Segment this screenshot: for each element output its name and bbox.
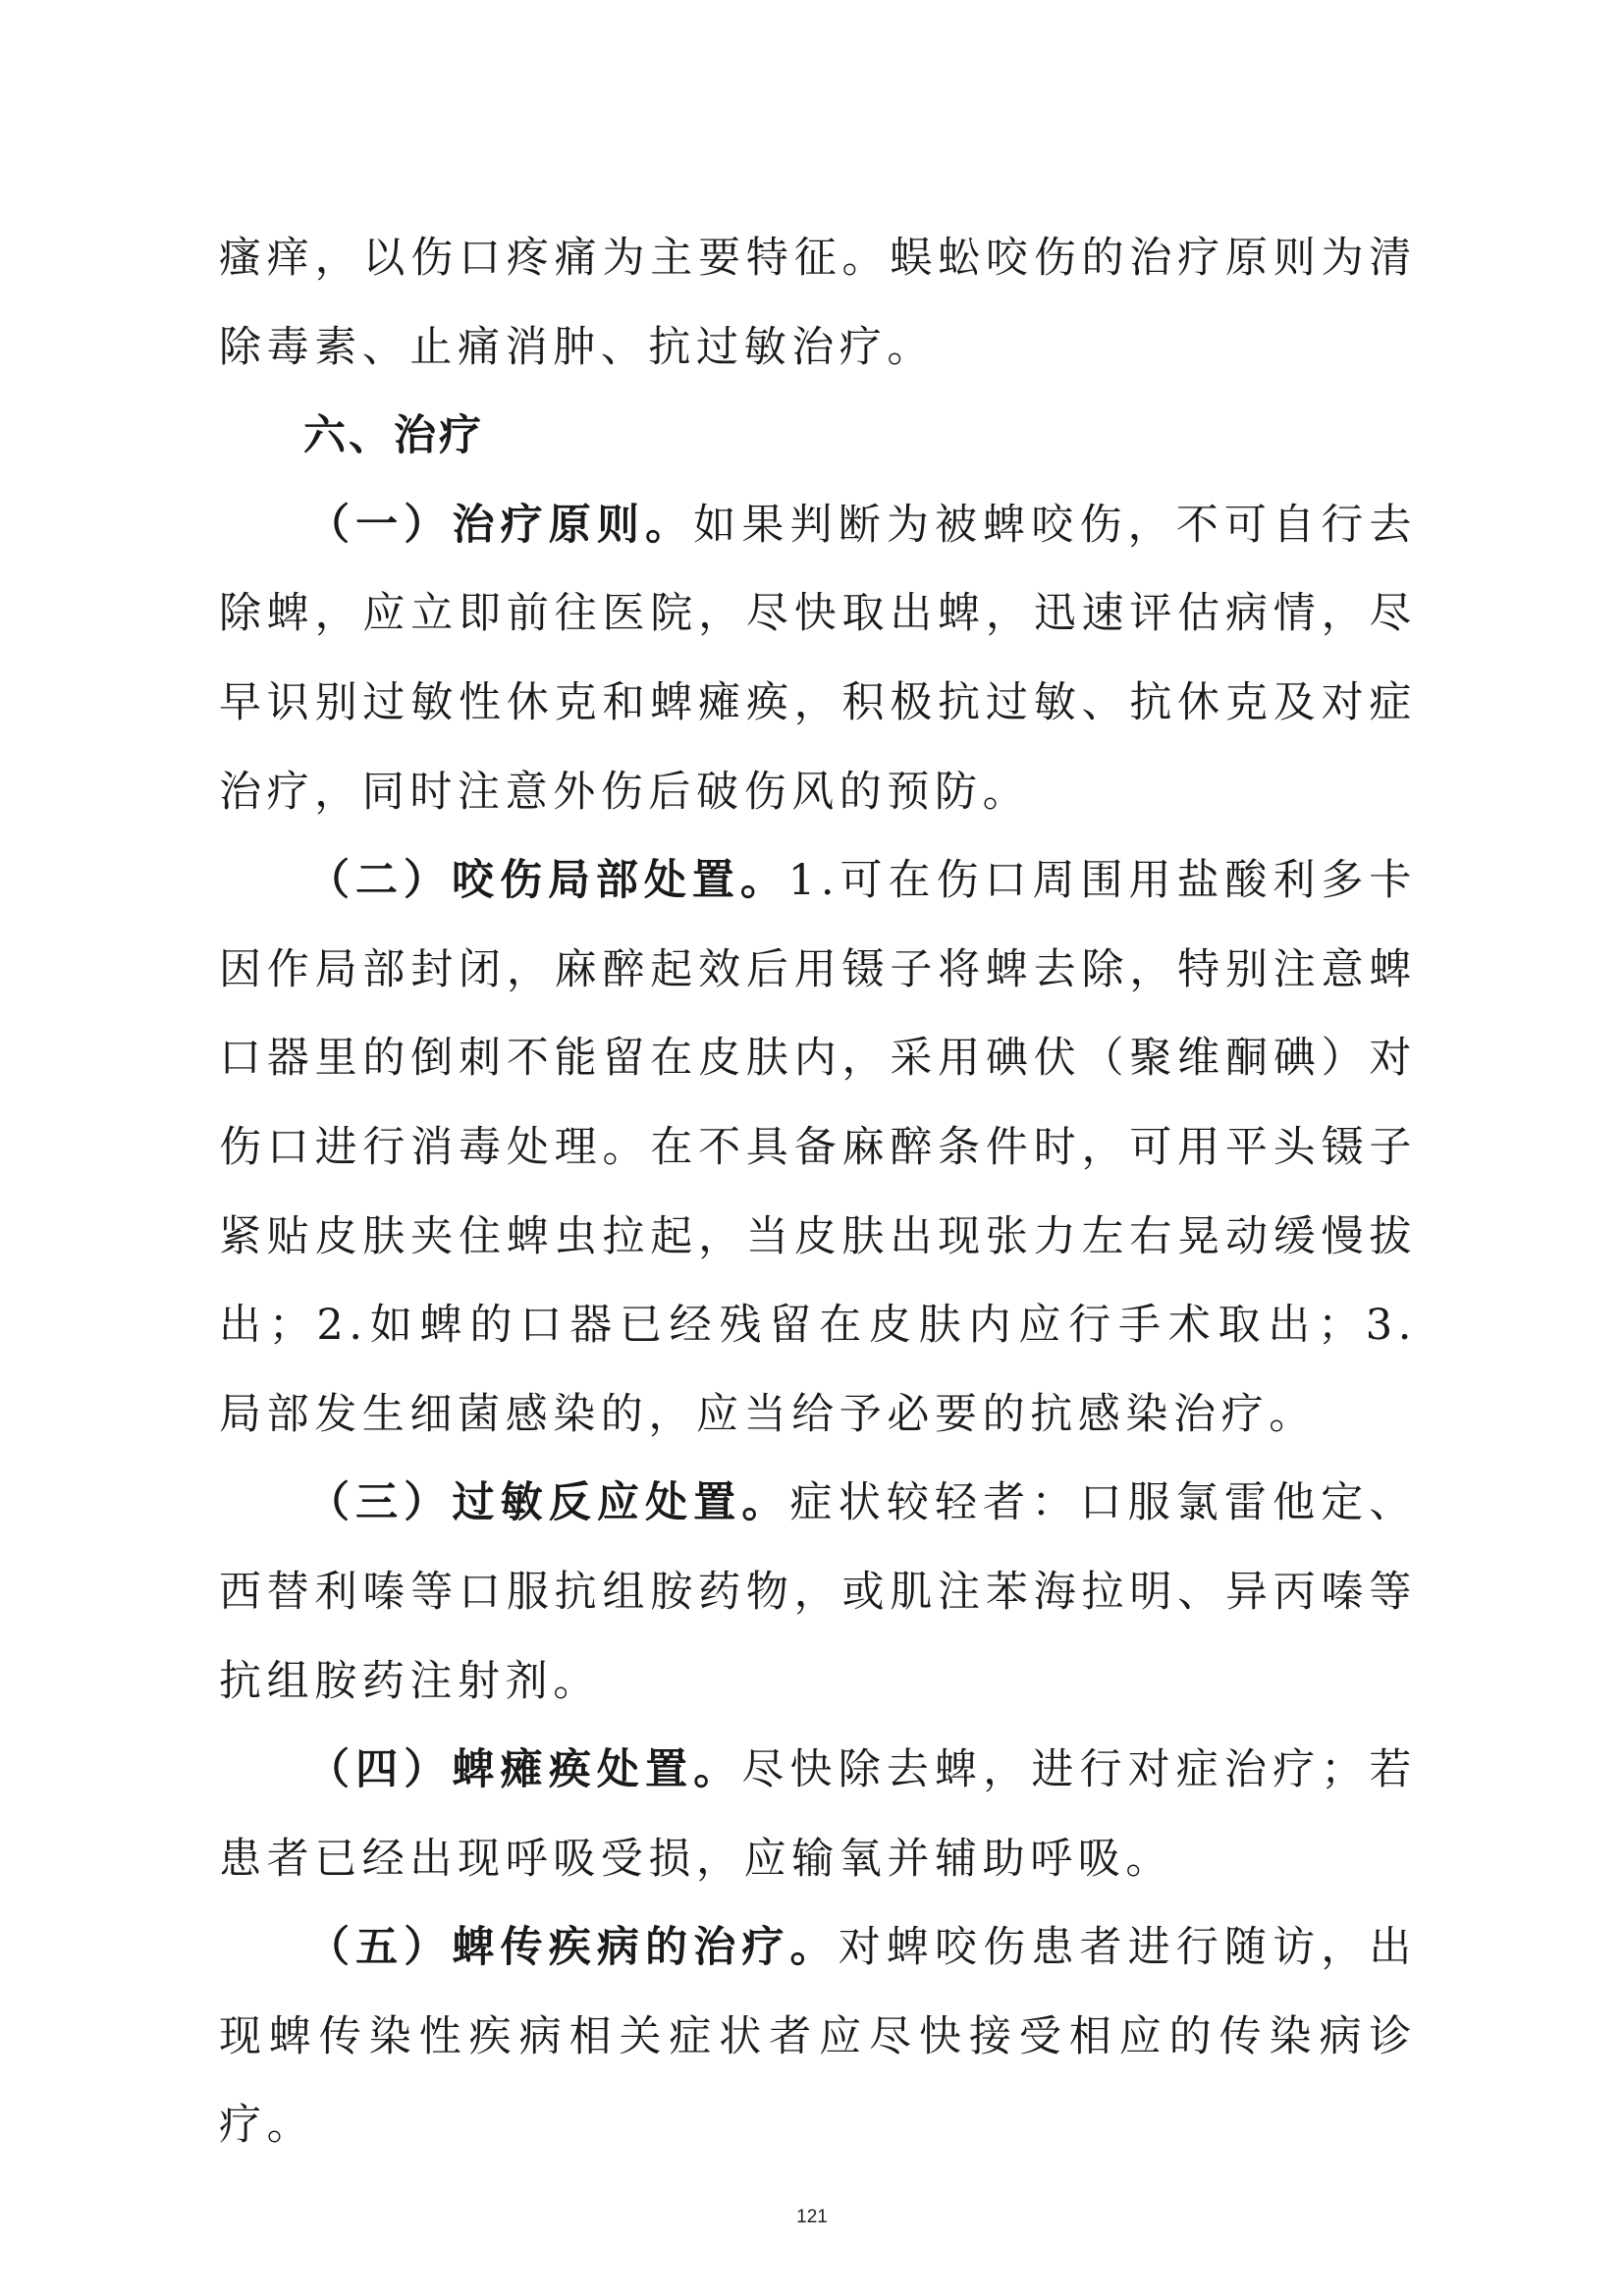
paragraph-tick-paralysis [219,1726,1417,1903]
paragraph-label: （五）蜱传疾病的治疗。 [307,1923,839,1973]
paragraph-label: （三）过敏反应处置。 [307,1478,790,1528]
paragraph-text: 对蜱咬伤患者进行随访，出现蜱传染性疾病相关症状者应尽快接受相应的传染病诊疗。 [219,1923,1417,2151]
continuation-paragraph: 瘙痒，以伤口疼痛为主要特征。蜈蚣咬伤的治疗原则为清除毒素、止痛消肿、抗过敏治疗。 [219,234,1417,372]
document-page [219,214,1417,2170]
paragraph-local-treatment [219,836,1417,1459]
paragraph-label: （四）蜱瘫痪处置。 [307,1745,742,1795]
paragraph-allergy-treatment [219,1459,1417,1726]
paragraph-text: 1.可在伤口周围用盐酸利多卡因作局部封闭，麻醉起效后用镊子将蜱去除，特别注意蜱口器里的倒刺不能留在皮肤内，采用碘伏（聚维酮碘）对伤口进行消毒处理。在不具备麻醉条件时，可用平头镊子紧贴皮肤夹住蜱虫拉起，当皮肤出现张力左右晃动缓慢拔出；2.如蜱的口器已经残留在皮肤内应行手术取出；3.局部发生细菌感染的，应当给予必要的抗感染治疗。 [219,856,1418,1439]
section-heading: 六、治疗 [303,411,484,461]
paragraph-label: （一）治疗原则。 [307,500,694,550]
page-number: 121 [796,2207,828,2227]
paragraph-text: 尽快除去蜱，进行对症治疗；若患者已经出现呼吸受损，应输氧并辅助呼吸。 [219,1745,1417,1884]
paragraph-text: 症状较轻者：口服氯雷他定、西替利嗪等口服抗组胺药物，或肌注苯海拉明、异丙嗪等抗组胺药注射剂。 [219,1478,1417,1706]
paragraph-treatment-principles [219,481,1417,836]
paragraph-text: 如果判断为被蜱咬伤，不可自行去除蜱，应立即前往医院，尽快取出蜱，迅速评估病情，尽早识别过敏性休克和蜱瘫痪，积极抗过敏、抗休克及对症治疗，同时注意外伤后破伤风的预防。 [219,500,1417,817]
paragraph-tick-borne-disease [219,1903,1417,2170]
paragraph-label: （二）咬伤局部处置。 [307,856,788,906]
